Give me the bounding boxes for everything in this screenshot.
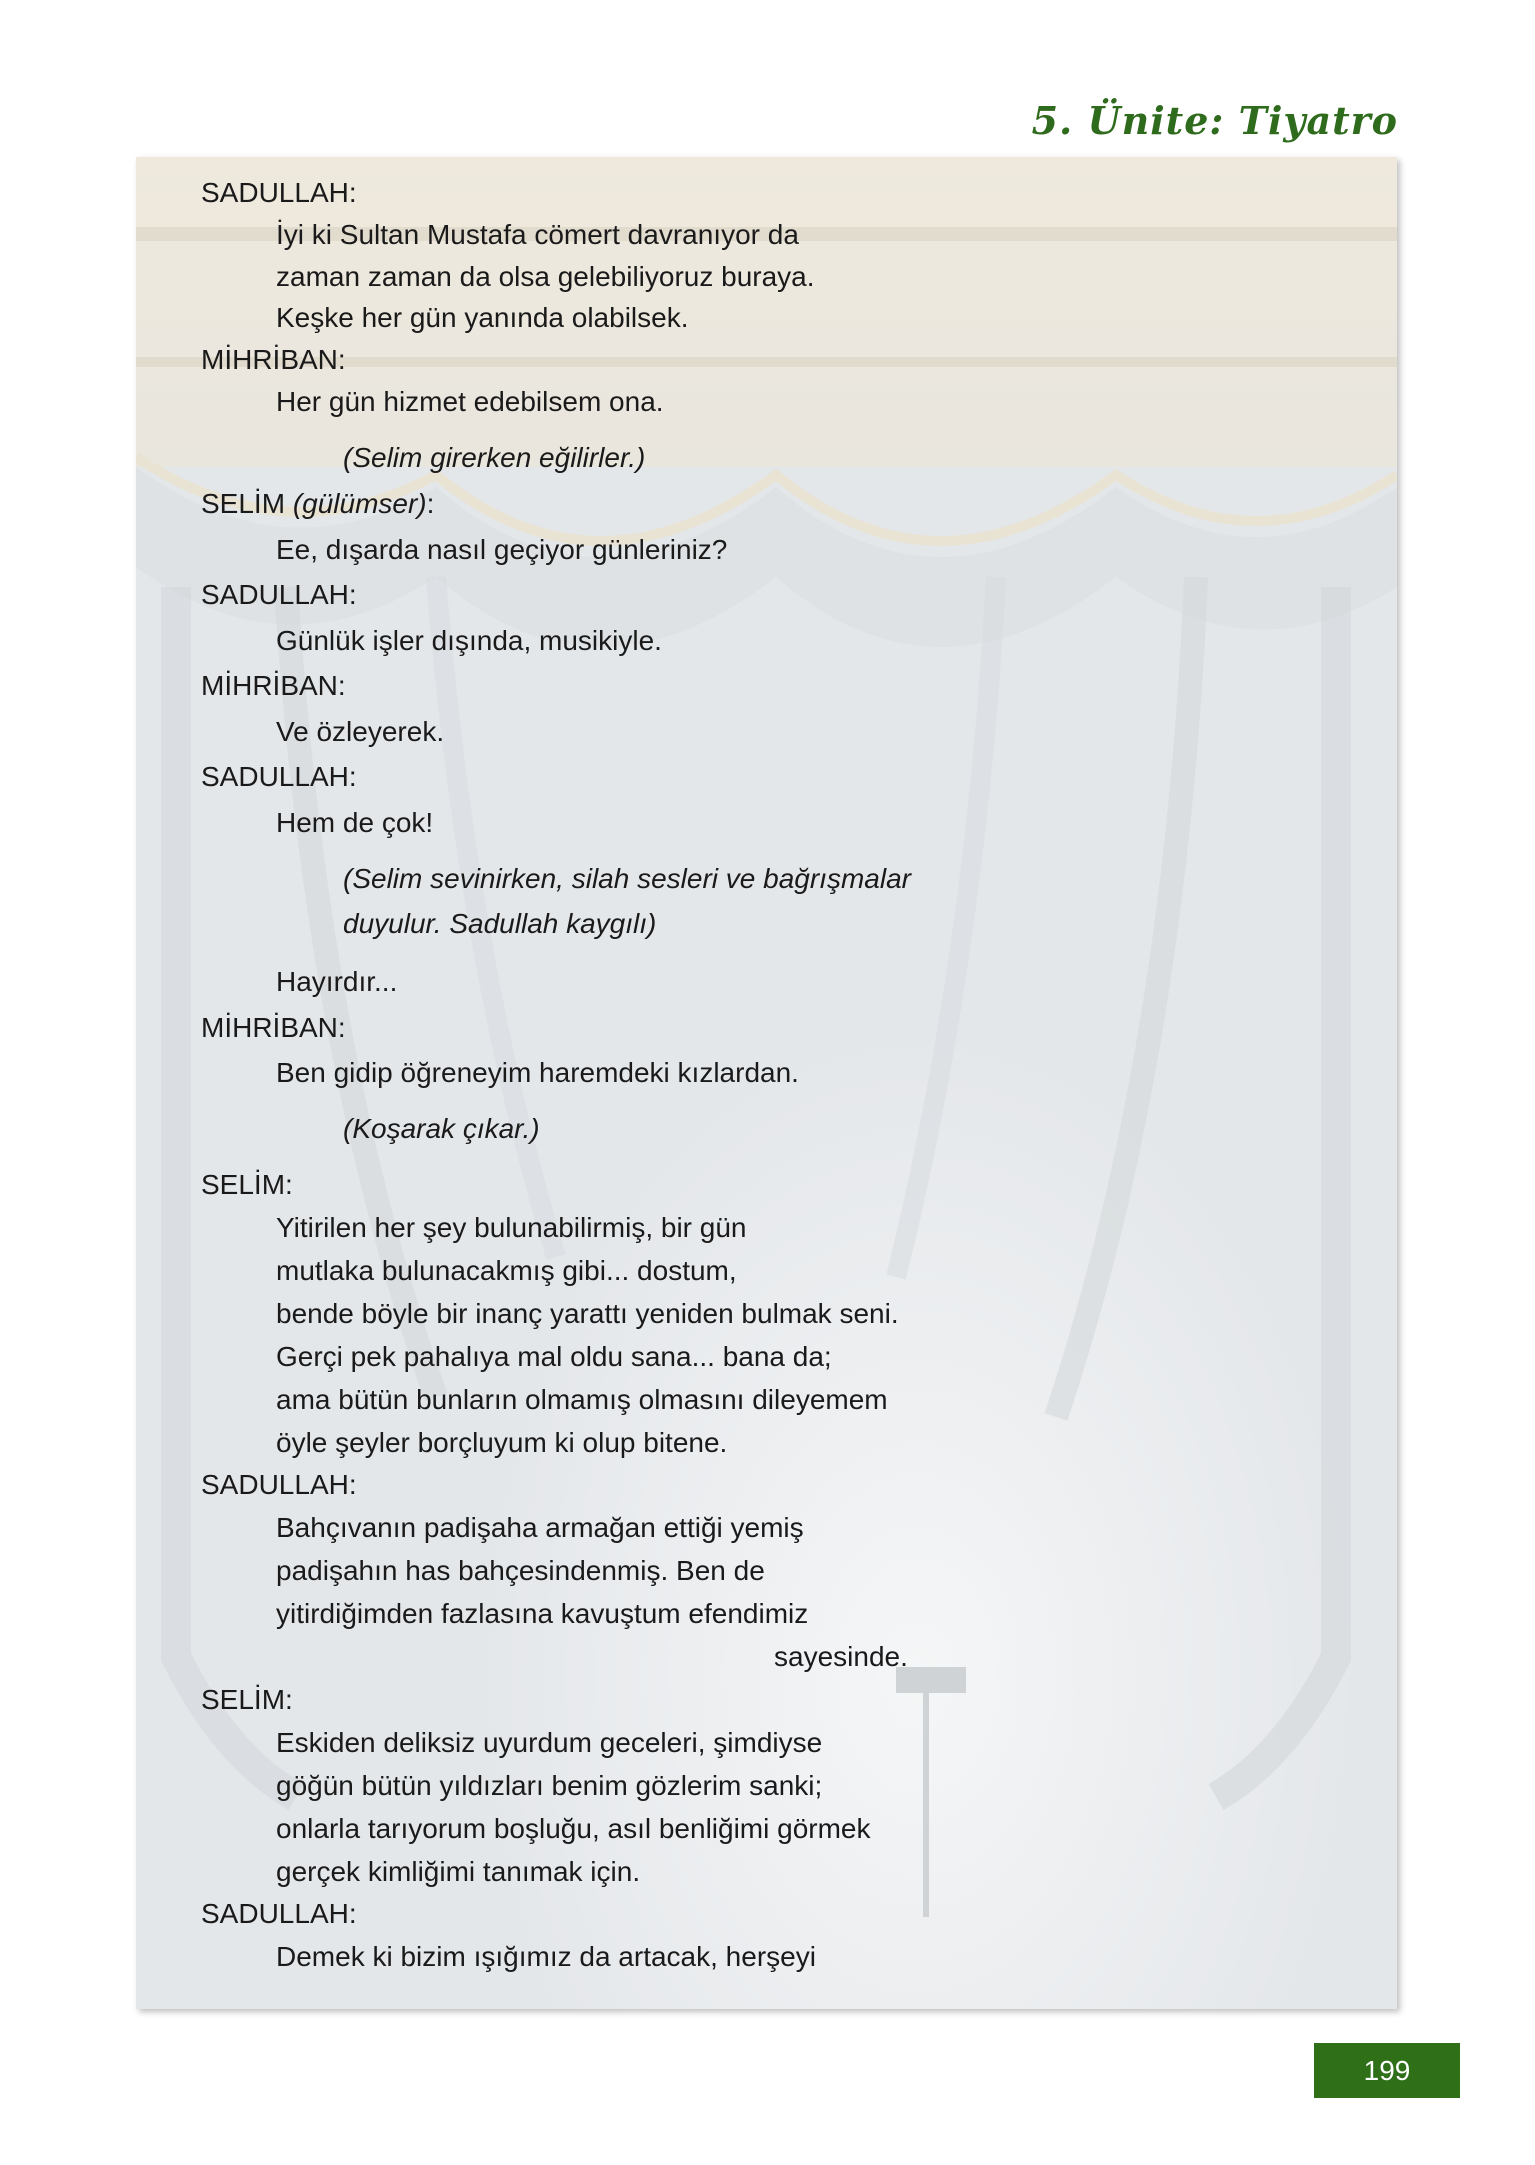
dialogue-line: Hem de çok! bbox=[276, 807, 434, 838]
dialogue-line: yitirdiğimden fazlasına kavuştum efendimiz bbox=[276, 1598, 809, 1629]
speaker-mihriban: MİHRİBAN: bbox=[201, 670, 346, 701]
stage-direction: (Selim girerken eğilirler.) bbox=[343, 442, 646, 473]
page-number: 199 bbox=[1314, 2043, 1460, 2098]
dialogue-line: Bahçıvanın padişaha armağan ettiği yemiş bbox=[276, 1512, 804, 1543]
speaker-sadullah: SADULLAH: bbox=[201, 579, 357, 610]
speaker-direction: (gülümser) bbox=[292, 488, 427, 519]
speaker-sadullah: SADULLAH: bbox=[201, 761, 357, 792]
dialogue-line: bende böyle bir inanç yarattı yeniden bulmak seni. bbox=[276, 1298, 899, 1329]
dialogue-line: Hayırdır... bbox=[276, 966, 398, 997]
speaker-sadullah: SADULLAH: bbox=[201, 177, 357, 208]
speaker-sadullah: SADULLAH: bbox=[201, 1469, 357, 1500]
dialogue-line: Keşke her gün yanında olabilsek. bbox=[276, 302, 689, 333]
speaker-selim bbox=[201, 488, 434, 520]
dialogue-line: ama bütün bunların olmamış olmasını dileyemem bbox=[276, 1384, 888, 1415]
dialogue-line: onlarla tarıyorum boşluğu, asıl benliğimi görmek bbox=[276, 1813, 871, 1844]
script-panel bbox=[136, 157, 1397, 2009]
speaker-name: SELİM bbox=[201, 488, 286, 519]
dialogue-line: Her gün hizmet edebilsem ona. bbox=[276, 386, 664, 417]
dialogue-line: Ve özleyerek. bbox=[276, 716, 445, 747]
dialogue-line: Eskiden deliksiz uyurdum geceleri, şimdiyse bbox=[276, 1727, 823, 1758]
speaker-mihriban: MİHRİBAN: bbox=[201, 1012, 346, 1043]
dialogue-line: Ben gidip öğreneyim haremdeki kızlardan. bbox=[276, 1057, 799, 1088]
stage-direction: duyulur. Sadullah kaygılı) bbox=[343, 908, 657, 939]
stage-direction: (Selim sevinirken, silah sesleri ve bağrışmalar bbox=[343, 863, 911, 894]
dialogue-line: Demek ki bizim ışığımız da artacak, herşeyi bbox=[276, 1941, 816, 1972]
dialogue-line: göğün bütün yıldızları benim gözlerim sanki; bbox=[276, 1770, 823, 1801]
speaker-selim: SELİM: bbox=[201, 1169, 293, 1200]
dialogue-line: mutlaka bulunacakmış gibi... dostum, bbox=[276, 1255, 737, 1286]
dialogue-line: sayesinde. bbox=[774, 1641, 908, 1672]
chapter-header: 5. Ünite: Tiyatro bbox=[1031, 98, 1398, 143]
speaker-sadullah: SADULLAH: bbox=[201, 1898, 357, 1929]
stage-direction: (Koşarak çıkar.) bbox=[343, 1113, 540, 1144]
dialogue-line: Ee, dışarda nasıl geçiyor günleriniz? bbox=[276, 534, 728, 565]
dialogue-line: öyle şeyler borçluyum ki olup bitene. bbox=[276, 1427, 728, 1458]
dialogue-line: Günlük işler dışında, musikiyle. bbox=[276, 625, 662, 656]
speaker-selim: SELİM: bbox=[201, 1684, 293, 1715]
dialogue-line: Gerçi pek pahalıya mal oldu sana... bana da; bbox=[276, 1341, 832, 1372]
speaker-mihriban: MİHRİBAN: bbox=[201, 344, 346, 375]
speaker-colon: : bbox=[426, 488, 435, 519]
dialogue-line: İyi ki Sultan Mustafa cömert davranıyor da bbox=[276, 219, 799, 250]
dialogue-line: Yitirilen her şey bulunabilirmiş, bir gün bbox=[276, 1212, 747, 1243]
dialogue-line: gerçek kimliğimi tanımak için. bbox=[276, 1856, 641, 1887]
dialogue-line: padişahın has bahçesindenmiş. Ben de bbox=[276, 1555, 765, 1586]
dialogue-line: zaman zaman da olsa gelebiliyoruz buraya. bbox=[276, 261, 815, 292]
